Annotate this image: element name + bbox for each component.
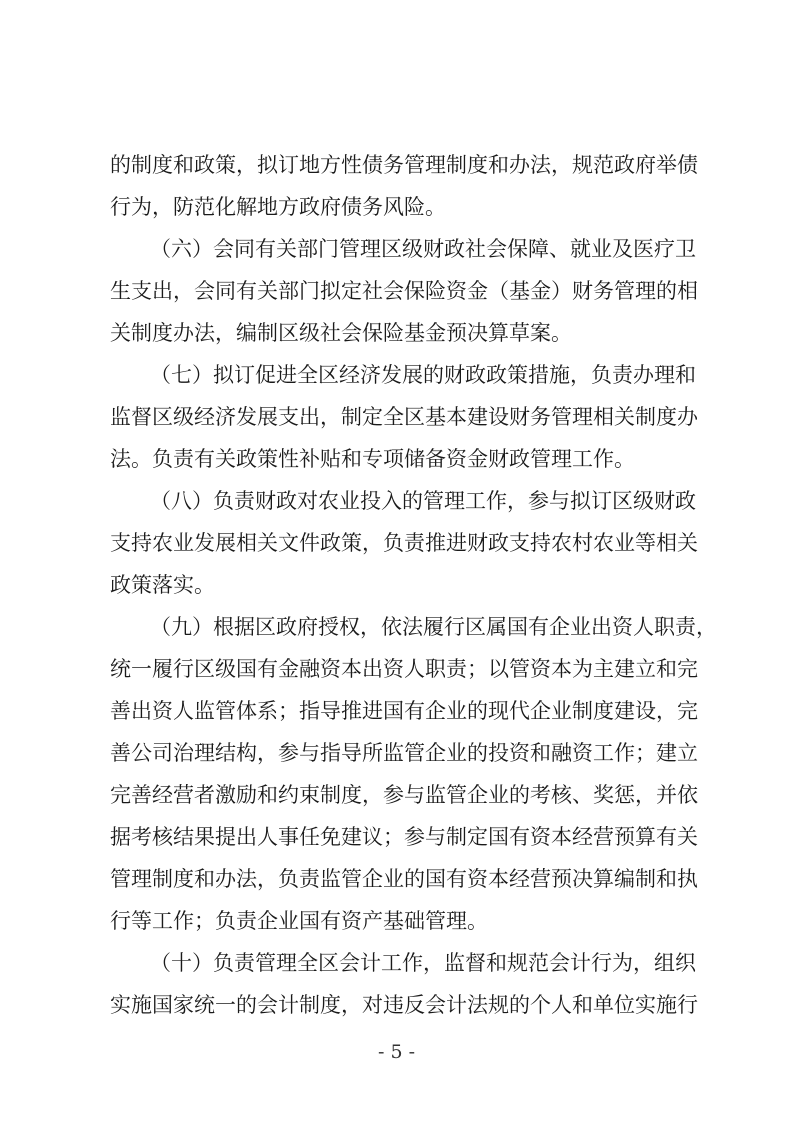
line-text: （六）会同有关部门管理区级财政社会保障、就业及医疗卫 xyxy=(150,237,696,261)
line-text: 实施国家统一的会计制度，对违反会计法规的个人和单位实施行 xyxy=(110,993,698,1017)
body-line xyxy=(0,147,793,183)
body-line xyxy=(0,903,793,939)
body-line xyxy=(0,735,793,771)
line-text: 善出资人监管体系；指导推进国有企业的现代企业制度建设，完 xyxy=(110,699,698,723)
body-line xyxy=(0,399,793,435)
body-line xyxy=(0,987,793,1023)
line-text: 法。负责有关政策性补贴和专项储备资金财政管理工作。 xyxy=(110,447,635,471)
line-text: 监督区级经济发展支出，制定全区基本建设财务管理相关制度办 xyxy=(110,405,698,429)
line-text: 完善经营者激励和约束制度，参与监管企业的考核、奖惩，并依 xyxy=(110,783,698,807)
paragraph-first-line xyxy=(0,231,793,267)
line-text: 行等工作；负责企业国有资产基础管理。 xyxy=(110,909,488,933)
line-text: 统一履行区级国有金融资本出资人职责；以管资本为主建立和完 xyxy=(110,657,698,681)
line-text: 行为，防范化解地方政府债务风险。 xyxy=(110,195,446,219)
paragraph-first-line xyxy=(0,945,793,981)
line-text: （九）根据区政府授权，依法履行区属国有企业出资人职责， xyxy=(150,615,717,639)
body-line xyxy=(0,189,793,225)
line-text: （十）负责管理全区会计工作，监督和规范会计行为，组织 xyxy=(150,951,696,975)
body-line xyxy=(0,441,793,477)
line-text: 政策落实。 xyxy=(110,573,215,597)
line-text: 善公司治理结构，参与指导所监管企业的投资和融资工作；建立 xyxy=(110,741,698,765)
line-text: 生支出，会同有关部门拟定社会保险资金（基金）财务管理的相 xyxy=(110,279,698,303)
body-line xyxy=(0,273,793,309)
paragraph-first-line xyxy=(0,483,793,519)
line-text: 据考核结果提出人事任免建议；参与制定国有资本经营预算有关 xyxy=(110,825,698,849)
body-line xyxy=(0,315,793,351)
body-line xyxy=(0,861,793,897)
line-text: （八）负责财政对农业投入的管理工作，参与拟订区级财政 xyxy=(150,489,696,513)
line-text: 管理制度和办法，负责监管企业的国有资本经营预决算编制和执 xyxy=(110,867,698,891)
body-line xyxy=(0,777,793,813)
body-line xyxy=(0,651,793,687)
body-line xyxy=(0,819,793,855)
body-line xyxy=(0,525,793,561)
line-text: （七）拟订促进全区经济发展的财政政策措施，负责办理和 xyxy=(150,363,696,387)
page-number: - 5 - xyxy=(377,1041,415,1063)
body-line xyxy=(0,567,793,603)
line-text: 的制度和政策，拟订地方性债务管理制度和办法，规范政府举债 xyxy=(110,153,698,177)
paragraph-first-line xyxy=(0,357,793,393)
paragraph-first-line xyxy=(0,609,793,645)
line-text: 关制度办法，编制区级社会保险基金预决算草案。 xyxy=(110,321,572,345)
line-text: 支持农业发展相关文件政策，负责推进财政支持农村农业等相关 xyxy=(110,531,698,555)
body-line xyxy=(0,693,793,729)
